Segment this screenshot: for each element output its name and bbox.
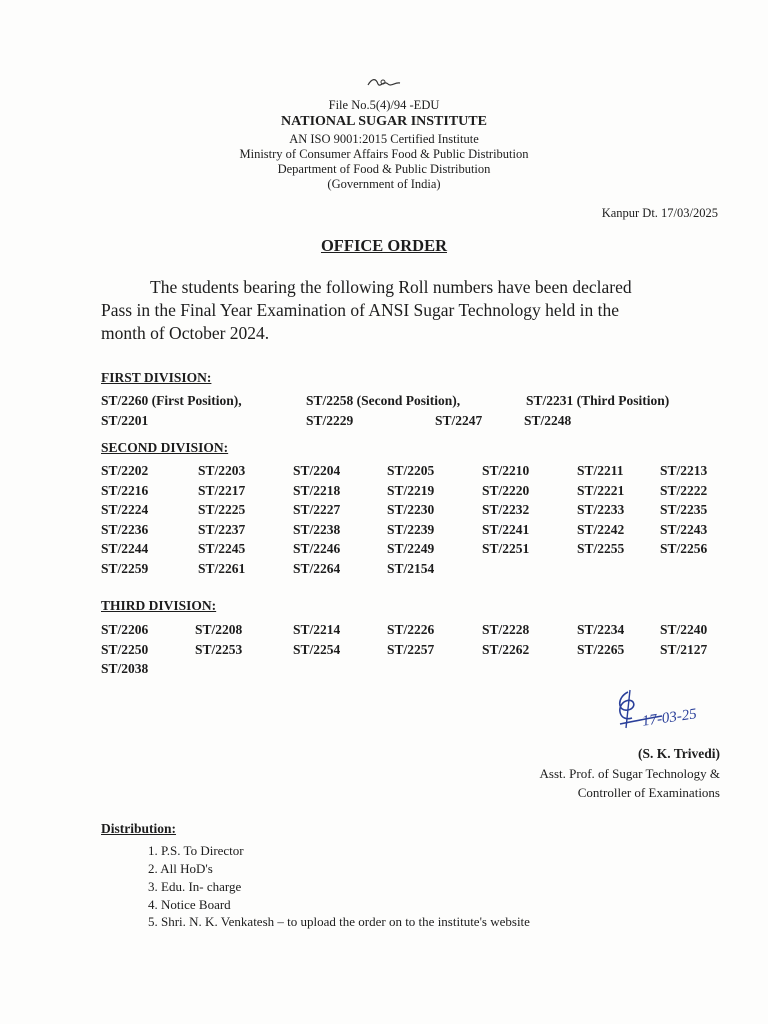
distribution-heading: Distribution:	[101, 821, 177, 836]
third-division-heading: THIRD DIVISION:	[101, 598, 217, 613]
second-division-heading: SECOND DIVISION:	[101, 440, 229, 455]
roll-number: ST/2236	[101, 521, 149, 537]
distribution-item: 2. All HoD's	[148, 861, 213, 876]
emblem-icon	[364, 76, 404, 90]
roll-number: ST/2214	[293, 622, 341, 637]
signatory-designation-2: Controller of Examinations	[577, 785, 720, 800]
institute-name: NATIONAL SUGAR INSTITUTE	[281, 114, 487, 129]
roll-number: ST/2249	[387, 541, 435, 556]
roll-number: ST/2038	[101, 661, 149, 676]
body-line-1: The students bearing the following Roll numbers have been declared	[150, 277, 632, 297]
roll-number: ST/2260 (First Position),	[101, 393, 242, 408]
roll-number: ST/2230	[387, 502, 435, 517]
roll-number: ST/2216	[101, 482, 149, 498]
roll-number: ST/2225	[198, 502, 246, 517]
roll-number: ST/2213	[660, 463, 708, 478]
roll-number: ST/2241	[482, 521, 530, 537]
roll-number: ST/2261	[198, 560, 246, 576]
roll-number: ST/2255	[577, 541, 625, 556]
roll-number: ST/2246	[293, 541, 341, 556]
roll-number: ST/2232	[482, 502, 530, 517]
roll-number: ST/2238	[293, 521, 341, 537]
roll-number: ST/2208	[195, 622, 243, 637]
roll-number: ST/2239	[387, 521, 435, 537]
roll-number: ST/2264	[293, 560, 341, 576]
roll-number: ST/2205	[387, 463, 435, 478]
roll-number: ST/2253	[195, 641, 243, 657]
body-line-2: Pass in the Final Year Examination of ANSI Sugar Technology held in the	[101, 300, 620, 320]
roll-number: ST/2203	[198, 463, 246, 478]
roll-number: ST/2204	[293, 463, 341, 478]
roll-number: ST/2247	[435, 413, 483, 428]
roll-number: ST/2202	[101, 463, 149, 478]
roll-number: ST/2251	[482, 541, 530, 556]
roll-number: ST/2243	[660, 521, 708, 537]
roll-number: ST/2226	[387, 622, 435, 637]
roll-number: ST/2222	[660, 482, 708, 498]
roll-number: ST/2259	[101, 560, 149, 576]
roll-number: ST/2224	[101, 502, 149, 517]
file-number: File No.5(4)/94 -EDU	[328, 98, 440, 112]
signatory-designation-1: Asst. Prof. of Sugar Technology &	[539, 766, 720, 781]
roll-number: ST/2228	[482, 622, 530, 637]
roll-number: ST/2229	[306, 413, 354, 428]
roll-number: ST/2248	[524, 413, 572, 428]
signatory-name: (S. K. Trivedi)	[637, 746, 720, 761]
roll-number: ST/2257	[387, 641, 435, 657]
distribution-item: 5. Shri. N. K. Venkatesh – to upload the order on to the institute's website	[148, 914, 530, 929]
roll-number: ST/2217	[198, 482, 246, 498]
roll-number: ST/2240	[660, 622, 708, 637]
distribution-item: 1. P.S. To Director	[148, 843, 244, 858]
distribution-item: 3. Edu. In- charge	[148, 879, 242, 894]
roll-number: ST/2242	[577, 521, 625, 537]
roll-number: ST/2221	[577, 482, 625, 498]
roll-number: ST/2256	[660, 541, 708, 556]
roll-number: ST/2127	[660, 641, 708, 657]
roll-number: ST/2201	[101, 413, 149, 428]
first-division-heading: FIRST DIVISION:	[101, 370, 212, 385]
roll-number: ST/2250	[101, 641, 149, 657]
roll-number: ST/2227	[293, 502, 341, 517]
roll-number: ST/2235	[660, 502, 708, 517]
page-title: OFFICE ORDER	[320, 236, 448, 255]
roll-number: ST/2244	[101, 541, 149, 556]
roll-number: ST/2210	[482, 463, 530, 478]
roll-number: ST/2218	[293, 482, 341, 498]
emblem	[0, 76, 768, 95]
roll-number: ST/2211	[577, 463, 624, 478]
roll-number: ST/2245	[198, 541, 246, 556]
roll-number: ST/2262	[482, 641, 530, 657]
department-line: Department of Food & Public Distribution	[277, 162, 491, 176]
body-line-3: month of October 2024.	[101, 323, 270, 343]
ministry-line: Ministry of Consumer Affairs Food & Public Distribution	[239, 147, 529, 161]
roll-number: ST/2234	[577, 622, 625, 637]
roll-number: ST/2154	[387, 560, 435, 576]
date-line: Kanpur Dt. 17/03/2025	[601, 206, 718, 220]
roll-number: ST/2254	[293, 641, 341, 657]
roll-number: ST/2231 (Third Position)	[526, 393, 670, 408]
roll-number: ST/2258 (Second Position),	[306, 393, 461, 408]
roll-number: ST/2237	[198, 521, 246, 537]
roll-number: ST/2233	[577, 502, 625, 517]
signature-date: 17-03-25	[641, 706, 698, 730]
iso-line: AN ISO 9001:2015 Certified Institute	[289, 132, 479, 146]
distribution-item: 4. Notice Board	[148, 897, 231, 912]
roll-number: ST/2206	[101, 622, 149, 637]
government-line: (Government of India)	[327, 177, 441, 191]
roll-number: ST/2220	[482, 482, 530, 498]
roll-number: ST/2219	[387, 482, 435, 498]
roll-number: ST/2265	[577, 641, 625, 657]
